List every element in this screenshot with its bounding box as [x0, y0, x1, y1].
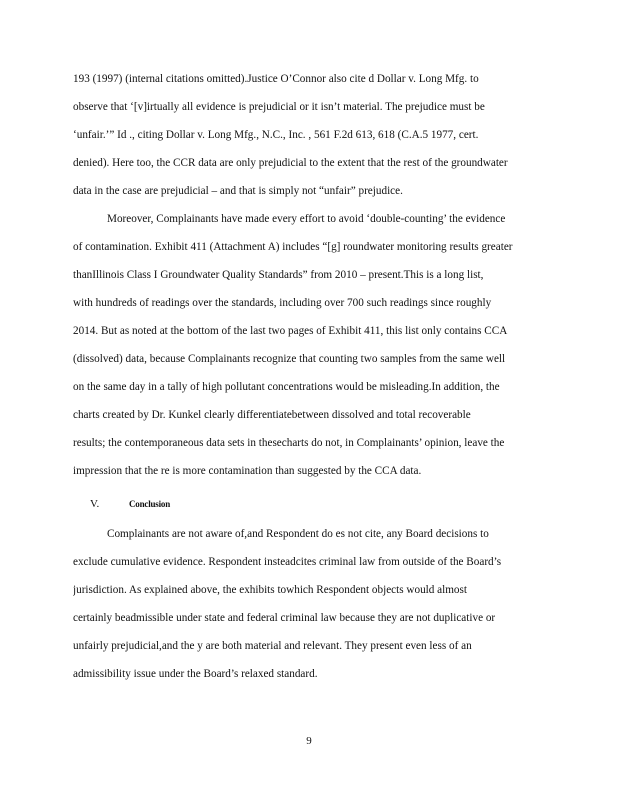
section-heading [90, 497, 170, 511]
text-line: impression that the re is more contamination than suggested by the CCA data. [73, 465, 422, 477]
text-line: unfairly prejudicial,and the y are both material and relevant. They present even less of an [73, 640, 472, 652]
text-line: on the same day in a tally of high pollutant concentrations would be misleading.In addition, the [73, 381, 500, 393]
text-line: denied). Here too, the CCR data are only prejudicial to the extent that the rest of the groundwater [73, 157, 508, 169]
text-line: charts created by Dr. Kunkel clearly differentiatebetween dissolved and total recoverable [73, 409, 471, 421]
text-line: observe that ‘[v]irtually all evidence is prejudicial or it isn’t material. The prejudice must be [73, 101, 485, 113]
text-line: ‘unfair.’” Id ., citing Dollar v. Long Mfg., N.C., Inc. , 561 F.2d 613, 618 (C.A.5 1977, cert. [73, 129, 479, 141]
text-line: data in the case are prejudicial – and that is simply not “unfair” prejudice. [73, 185, 403, 197]
text-line: 2014. But as noted at the bottom of the last two pages of Exhibit 411, this list only contains CCA [73, 325, 508, 337]
text-line: certainly beadmissible under state and federal criminal law because they are not duplicative or [73, 612, 496, 624]
section-title: Conclusion [129, 499, 171, 509]
text-line: jurisdiction. As explained above, the exhibits towhich Respondent objects would almost [73, 584, 467, 596]
text-line: thanIllinois Class I Groundwater Quality Standards” from 2010 – present.This is a long list, [73, 269, 484, 281]
text-line: (dissolved) data, because Complainants recognize that counting two samples from the same well [73, 353, 506, 365]
section-number: V. [90, 498, 100, 510]
text-line: with hundreds of readings over the standards, including over 700 such readings since roughly [73, 297, 492, 309]
text-line: admissibility issue under the Board’s relaxed standard. [73, 668, 318, 680]
text-line: exclude cumulative evidence. Respondent insteadcites criminal law from outside of the Board’s [73, 556, 502, 568]
text-line: results; the contemporaneous data sets in thesecharts do not, in Complainants’ opinion, leave the [73, 437, 505, 449]
text-line: of contamination. Exhibit 411 (Attachment A) includes “[g] roundwater monitoring results greater [73, 241, 513, 253]
text-line: Moreover, Complainants have made every effort to avoid ‘double-counting’ the evidence [107, 213, 506, 225]
text-line: Complainants are not aware of,and Respondent do es not cite, any Board decisions to [107, 528, 489, 540]
text-line: 193 (1997) (internal citations omitted).Justice O’Connor also cite d Dollar v. Long Mfg. to [73, 73, 479, 85]
page-number: 9 [306, 735, 312, 747]
